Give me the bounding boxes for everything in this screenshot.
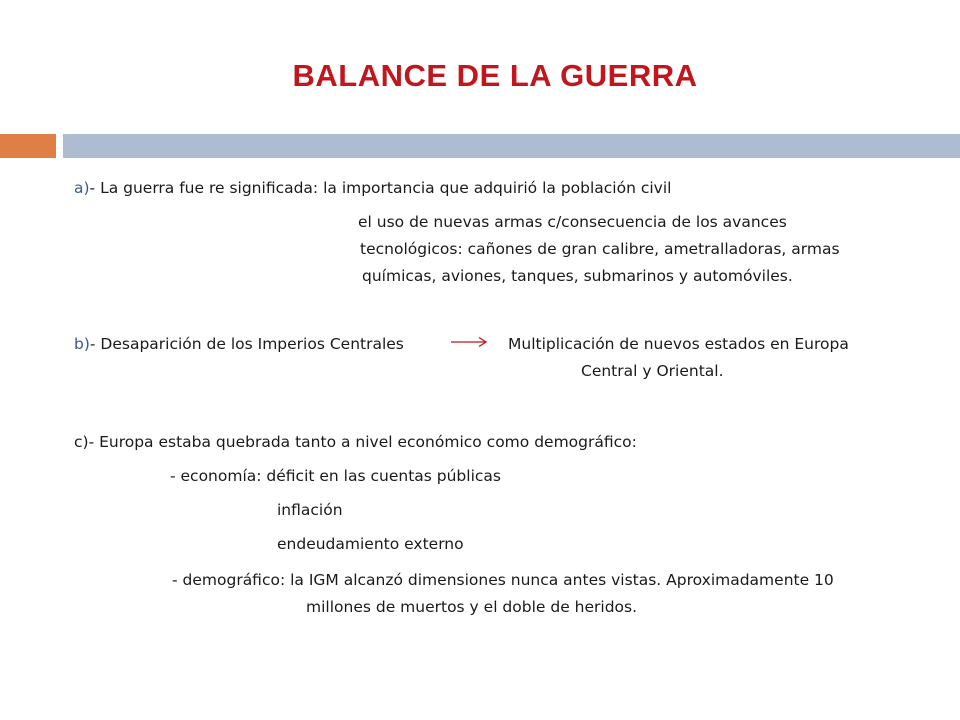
section-a-line-2: el uso de nuevas armas c/consecuencia de los avances (358, 213, 787, 231)
slide-title: BALANCE DE LA GUERRA (292, 58, 698, 93)
section-c-line-1: c)- Europa estaba quebrada tanto a nivel económico como demográfico: (74, 433, 637, 451)
section-c-econ-3: endeudamiento externo (277, 535, 464, 553)
section-c-demo-1: - demográfico: la IGM alcanzó dimensiones nunca antes vistas. Aproximadamente 10 (172, 571, 834, 589)
section-b-text-1: - Desaparición de los Imperios Centrales (89, 335, 404, 353)
section-b-result-2: Central y Oriental. (581, 362, 724, 380)
section-b-line-1 (74, 334, 404, 354)
section-b-label: b) (74, 335, 90, 353)
section-a-label: a) (74, 179, 90, 197)
section-c-econ-1: - economía: déficit en las cuentas públicas (170, 467, 501, 485)
right-arrow-icon (451, 336, 489, 348)
section-a-line-3: tecnológicos: cañones de gran calibre, ametralladoras, armas (360, 240, 840, 258)
accent-bar-orange (0, 134, 56, 158)
section-c-demo-2: millones de muertos y el doble de heridos. (306, 598, 638, 616)
section-a-text-1: - La guerra fue re significada: la importancia que adquirió la población civil (89, 179, 672, 197)
section-a-line-4: químicas, aviones, tanques, submarinos y automóviles. (362, 267, 793, 285)
accent-bar-blue (63, 134, 960, 158)
section-a-line-1 (74, 178, 671, 198)
section-c-econ-2: inflación (277, 501, 343, 519)
section-b-result-1: Multiplicación de nuevos estados en Europa (508, 335, 849, 353)
